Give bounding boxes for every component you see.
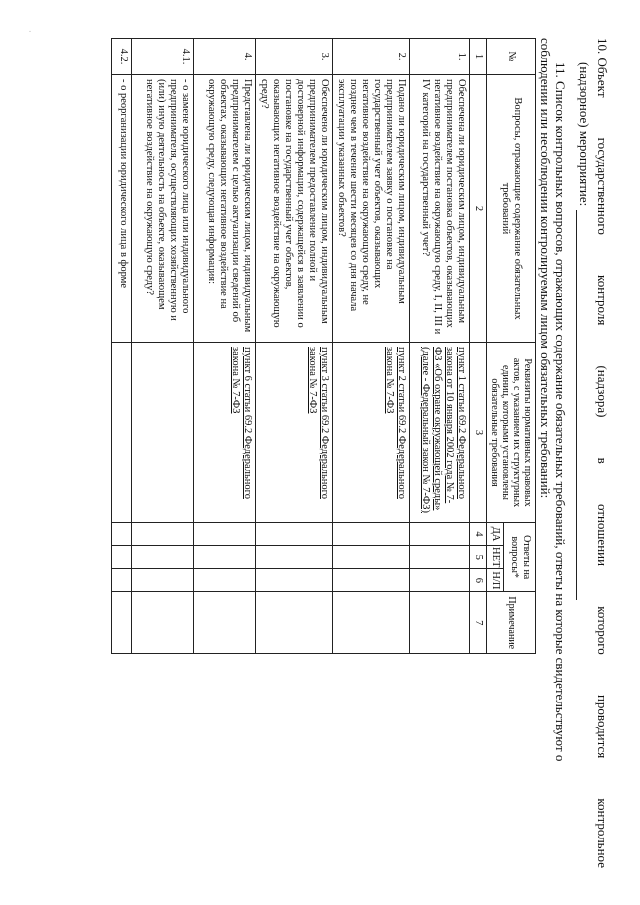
col-header-requisites: Реквизиты нормативных правовых актов, с указанием их структурных единиц, которыми установлены обязательные требования <box>487 343 536 523</box>
section-10 <box>576 38 610 868</box>
s10-word: отношении <box>595 503 610 567</box>
answer-na-cell[interactable] <box>132 569 194 592</box>
note-cell[interactable] <box>410 592 470 654</box>
answer-na-cell[interactable] <box>410 569 470 592</box>
row-num: 4.2. <box>112 39 132 75</box>
answer-no-cell[interactable] <box>194 546 256 569</box>
answer-no-cell[interactable] <box>410 546 470 569</box>
row-question: - о замене юридического лица или индивидуального предпринимателя, осуществляющих хозяйственную и (или) иную деятельность на объекте, оказывающем негативное воздействие на окружающую среду? <box>132 75 194 343</box>
col-header-no: НЕТ <box>487 546 504 569</box>
row-question: Представлена ли юридическим лицом, индивидуальным предпринимателем с целью актуализации сведений об объектах, оказывающих негативное воздействие на окружающую среду, следующая информация: <box>194 75 256 343</box>
answer-yes-cell[interactable] <box>194 523 256 546</box>
s10-word: (надзора) <box>595 365 610 418</box>
section-11-line-2: соблюдении или несоблюдении контролируемым лицом обязательных требований: <box>538 38 553 499</box>
s10-word: проводится <box>595 694 610 759</box>
answer-no-cell[interactable] <box>112 546 132 569</box>
table-row <box>112 39 132 654</box>
section-10-line-1 <box>594 38 610 868</box>
row-requisites: пункт 6 статьи 69.2 Федерального закона № 7-ФЗ <box>194 343 256 523</box>
row-requisites: пункт 1 статьи 69.2 Федерального закона от 10 января 2002 года № 7- ФЗ «Об охране окружающей среды» (далее - Федеральный закон № 7-ФЗ) <box>410 343 470 523</box>
section-11 <box>538 38 568 868</box>
row-question: - о реорганизации юридического лица в форме <box>112 75 132 343</box>
row-question: Обеспечено ли юридическим лицом, индивидуальным предпринимателем предоставление полной и достоверной информации, содержащейся в заявлении о постановке на государственный учет объектов, оказывающих негативное воздействие на окружающую среду? <box>256 75 333 343</box>
section-11-line-1: 11. Список контрольных вопросов, отражающих содержание обязательных требований, ответы на которые свидетельствуют о <box>553 62 568 762</box>
row-question: Обеспечена ли юридическим лицом, индивидуальным предпринимателем постановка объектов, оказывающих негативное воздействие на окружающую среду, I, II, III и IV категорий на государственный учет? <box>410 75 470 343</box>
checklist-table <box>111 38 536 654</box>
table-row <box>194 39 256 654</box>
col-header-question: Вопросы, отражающие содержание обязательных требований <box>487 75 536 343</box>
colnum: 7 <box>470 592 487 654</box>
row-num: 4.1. <box>132 39 194 75</box>
col-header-yes: ДА <box>487 523 504 546</box>
s10-word: контрольное <box>595 798 610 868</box>
row-requisites <box>112 343 132 523</box>
answer-yes-cell[interactable] <box>132 523 194 546</box>
table-row <box>256 39 333 654</box>
answer-no-cell[interactable] <box>132 546 194 569</box>
col-header-num: № <box>487 39 536 75</box>
section-10-line-2 <box>576 38 592 868</box>
row-num: 4. <box>194 39 256 75</box>
row-question: Подано ли юридическим лицом, индивидуальным предпринимателем заявку о постановке на государственный учет объектов, оказывающих негативное воздействие на окружающую среду, не позднее чем в течение шести месяцев со дня начала эксплуатации указанных объектов? <box>333 75 410 343</box>
s10-word: государственного <box>595 137 610 235</box>
answer-yes-cell[interactable] <box>256 523 333 546</box>
note-cell[interactable] <box>132 592 194 654</box>
s10-word: контроля <box>595 275 610 326</box>
answer-na-cell[interactable] <box>112 569 132 592</box>
s10-line2-text: (надзорное) мероприятие: <box>577 62 592 207</box>
answer-na-cell[interactable] <box>256 569 333 592</box>
colnum: 1 <box>470 39 487 75</box>
colnum: 3 <box>470 343 487 523</box>
s10-word: 10. Объект <box>595 38 610 98</box>
answer-na-cell[interactable] <box>333 569 410 592</box>
colnum: 4 <box>470 523 487 546</box>
row-requisites: пункт 2 статьи 69.2 Федерального закона № 7-ФЗ <box>333 343 410 523</box>
answer-yes-cell[interactable] <box>333 523 410 546</box>
col-header-na: Н/П <box>487 569 504 592</box>
header-row <box>504 39 536 654</box>
answer-no-cell[interactable] <box>256 546 333 569</box>
scan-mark: · <box>25 30 34 33</box>
answer-yes-cell[interactable] <box>410 523 470 546</box>
colnum: 2 <box>470 75 487 343</box>
row-num: 1. <box>410 39 470 75</box>
colnum: 5 <box>470 546 487 569</box>
answer-na-cell[interactable] <box>194 569 256 592</box>
column-number-row <box>470 39 487 654</box>
row-num: 3. <box>256 39 333 75</box>
col-header-note: Примечание <box>487 592 536 654</box>
table-row <box>132 39 194 654</box>
fill-in-line <box>576 210 589 600</box>
note-cell[interactable] <box>256 592 333 654</box>
s10-word: в <box>595 457 610 464</box>
answer-yes-cell[interactable] <box>112 523 132 546</box>
s10-word: которого <box>595 606 610 655</box>
row-requisites <box>132 343 194 523</box>
row-requisites: пункт 3 статьи 69.2 Федерального закона № 7-ФЗ <box>256 343 333 523</box>
table-row <box>333 39 410 654</box>
col-header-answers: Ответы на вопросы* <box>504 523 536 592</box>
table-row <box>410 39 470 654</box>
colnum: 6 <box>470 569 487 592</box>
row-num: 2. <box>333 39 410 75</box>
answer-no-cell[interactable] <box>333 546 410 569</box>
note-cell[interactable] <box>194 592 256 654</box>
note-cell[interactable] <box>333 592 410 654</box>
note-cell[interactable] <box>112 592 132 654</box>
